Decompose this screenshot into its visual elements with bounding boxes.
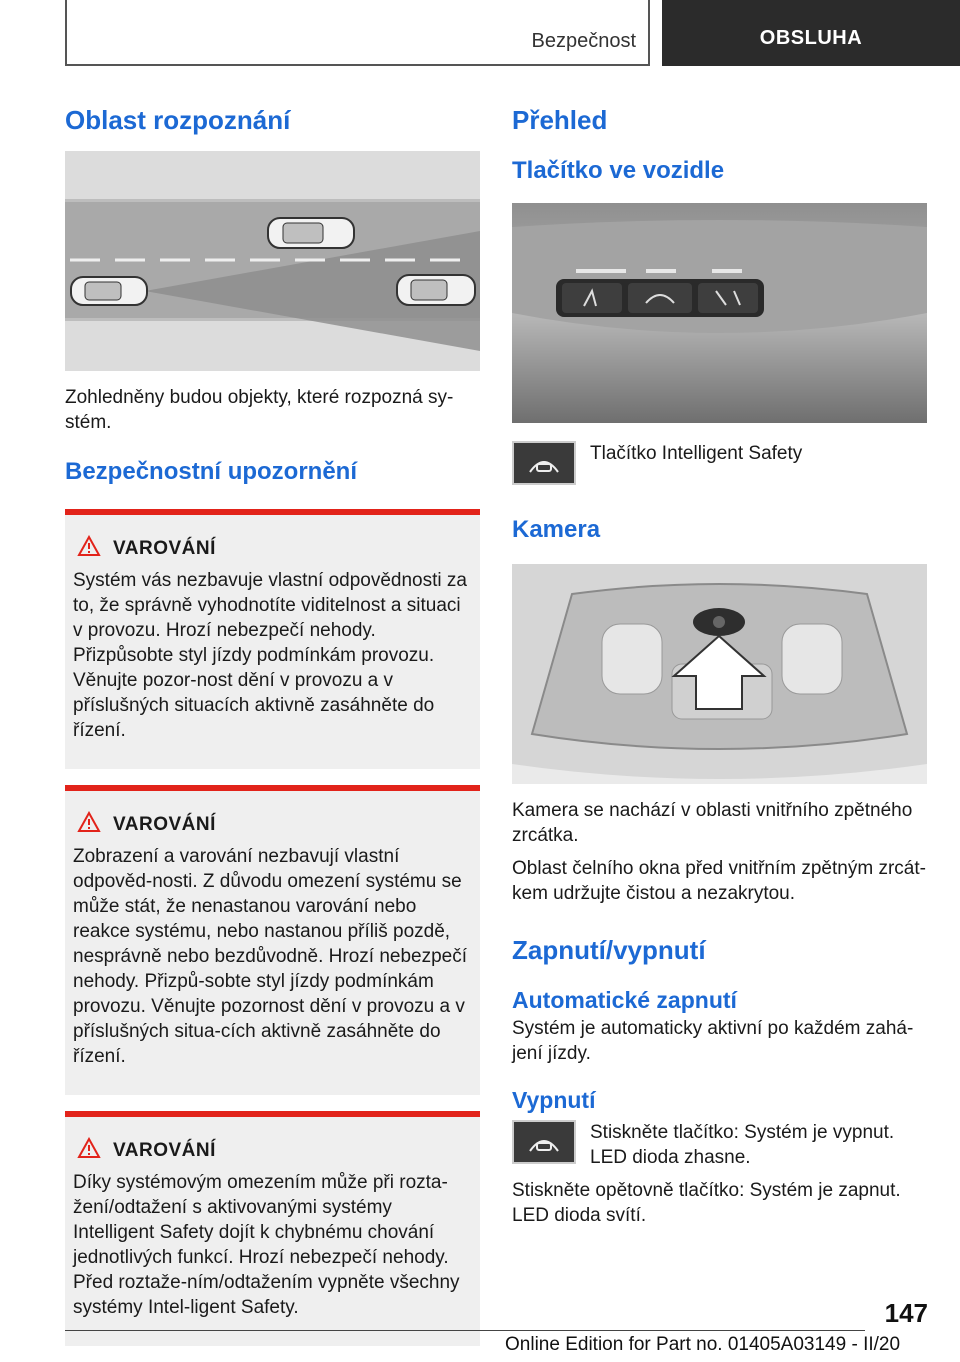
warning-label: VAROVÁNÍ [113, 813, 216, 835]
camera-photo [512, 564, 927, 784]
overview-title: Přehled [512, 105, 608, 135]
warning-box-3 [65, 1111, 480, 1346]
detection-area-figure [65, 151, 480, 371]
off-text: Stiskněte tlačítko: Systém je vypnut. LED dioda zhasne. [590, 1122, 895, 1168]
footer-edition: Online Edition for Part no. 01405A03149 - II/20 [505, 1334, 901, 1355]
warning-triangle-icon [77, 811, 101, 838]
warning-box-2 [65, 785, 480, 1095]
auto-on-title: Automatické zapnutí [512, 987, 737, 1013]
onoff-title: Zapnutí/vypnutí [512, 935, 706, 965]
header-rule-left [65, 0, 67, 66]
warning-text: Díky systémovým omezením může při rozta-žení/odtažení s aktivovanými systémy Intelligent Safety dojít k chybnému chování jednotlivých funkcí. Hrozí nebezpečí nehody. Před roztaže-ním/odtažením vypněte všechny systémy Intel-ligent Safety. [73, 1172, 460, 1318]
header-section: Bezpečnost [531, 30, 636, 52]
intelligent-safety-button-icon [512, 441, 576, 485]
on-text: Stiskněte opětovně tlačítko: Systém je zapnut. LED dioda svítí. [512, 1180, 901, 1226]
button-panel-photo [512, 203, 927, 423]
warning-label: VAROVÁNÍ [113, 1139, 216, 1161]
right-column [512, 100, 927, 1228]
car-ahead [397, 275, 475, 305]
warning-box-1 [65, 509, 480, 769]
header-rule-bottom [65, 64, 649, 66]
button-subtitle: Tlačítko ve vozidle [512, 157, 725, 184]
auto-on-text: Systém je automaticky aktivní po každém zahá-jení jízdy. [512, 1018, 914, 1064]
off-title: Vypnutí [512, 1087, 596, 1113]
detection-area-title: Oblast rozpoznání [65, 105, 291, 135]
detection-area-illustration [65, 151, 480, 371]
button-caption: Tlačítko Intelligent Safety [590, 443, 803, 464]
detection-area-caption: Zohledněny budou objekty, které rozpozná sy-stém. [65, 387, 454, 433]
camera-figure [512, 564, 927, 784]
warning-triangle-icon [77, 1137, 101, 1164]
header-chapter-tab: OBSLUHA [662, 0, 960, 66]
safety-notes-title: Bezpečnostní upozornění [65, 458, 358, 485]
left-column [65, 100, 480, 1346]
warning-label: VAROVÁNÍ [113, 537, 216, 559]
camera-care-text: Oblast čelního okna před vnitřním zpětným zrcát-kem udržujte čistou a nezakrytou. [512, 858, 926, 904]
car-ego [71, 277, 147, 305]
page-number: 147 [884, 1298, 928, 1328]
footer-rule [65, 1330, 865, 1331]
camera-title: Kamera [512, 516, 601, 543]
header-rule-divider [648, 0, 650, 66]
intelligent-safety-button-icon [512, 1120, 576, 1164]
button-panel-figure [512, 203, 927, 423]
warning-text: Zobrazení a varování nezbavují vlastní odpověd-nosti. Z důvodu omezení systému se může stát, že nenastanou varování nebo reakce systému, nebo nastanou příliš pozdě, nesprávně nebo bezdůvodně. Hrozí nebezpečí nehody. Přizpů-sobte styl jízdy podmínkám provozu. Věnujte pozornost dění v provozu a v příslušných situa-cích aktivně zasáhněte do řízení. [73, 846, 467, 1067]
warning-text: Systém vás nezbavuje vlastní odpovědnosti za to, že správně vyhodnotíte viditelnost a situaci v provozu. Hrozí nebezpečí nehody. Přizpůsobte styl jízdy podmínkám provozu. Věnujte pozor-nost dění v provozu a v příslušných situacích aktivně zasáhněte do řízení. [73, 570, 467, 741]
car-front [268, 218, 354, 248]
warning-triangle-icon [77, 535, 101, 562]
camera-location-text: Kamera se nachází v oblasti vnitřního zpětného zrcátka. [512, 800, 913, 846]
